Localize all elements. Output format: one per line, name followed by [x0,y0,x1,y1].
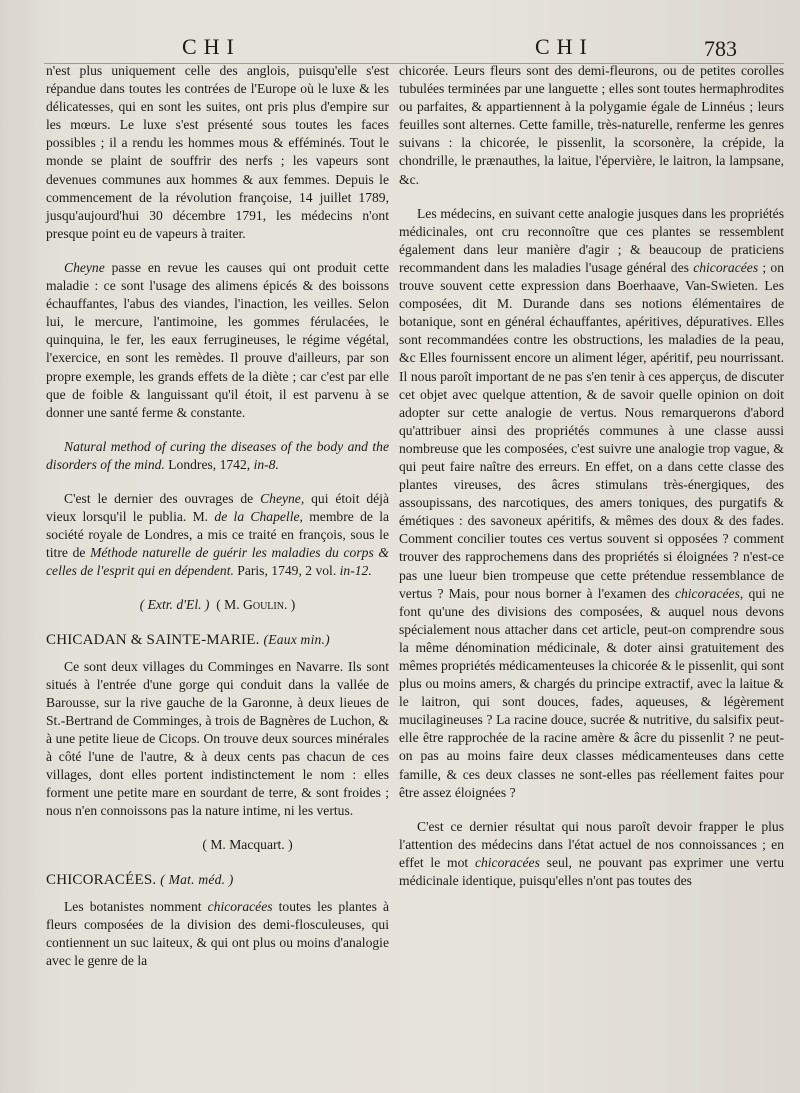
entry-title-chicoracees: CHICORACÉES. ( Mat. méd. ) [46,871,234,888]
book-title: Natural method of curing the diseases of the body and the disorders of the mind. [46,438,389,472]
paragraph-resultat: C'est ce dernier résultat qui nous paroît devoir frapper le plus l'attention des médecins dans l'état actuel de nos connoissances ; en effet le mot chicoracées seul, ne pouvant pas exprimer une vertu médicinale identique, puisqu'elles n'ont pas toutes des [399,818,784,889]
citation-natural-method: Natural method of curing the diseases of the body and the disorders of the mind. Londres, 1742, in-8. [46,438,389,472]
signature-goulin: ( Extr. d'El. ) ( M. Goulin. ) [139,597,296,613]
running-head-right: CHI [535,34,594,59]
entry-title-chicadan: CHICADAN & SAINTE-MARIE. (Eaux min.) [46,631,330,648]
paragraph-vapeurs: n'est plus uniquement celle des anglois, puisqu'elle s'est répandue dans toutes les contrées de l'Europe où le luxe & les délicatesses, qui en sont les suites, ont pris plus d'empire sur les mœurs. Le luxe s'est présenté sous toutes les faces possibles ; il a rendu les hommes mous & efféminés. Tout le monde se plaint de souffrir des nerfs ; les vapeurs sont devenues communes aux hommes & aux femmes. Depuis le commencement de la révolution françoise, 14 juillet 1789, jusqu'aujourd'hui 30 décembre 1791, les médecins n'ont presque point eu de vapeurs à traiter. [46,63,389,241]
paragraph-medecins: Les médecins, en suivant cette analogie jusques dans les propriétés médicinales, ont cru reconnoître que ces plantes se ressemblent également dans leur manière d'agir ; & beaucoup de praticiens recommandent dans les maladies l'usage général des chicoracées ; on trouve souvent cette expression dans Boerhaave, Van-Swieten. Les composées, dit M. Durande dans ses notions élémentaires de botanique, sont en général échauffantes, apéritives, dépuratives. Elles sont recommandées contre les obstructions, les maladies de la peau, &c Elles fournissent encore un aliment léger, apéritif, peu nourrissant. Il nous paroît important de ne pas s'en tenir à ces apperçus, de discuter cet objet avec quelque attention, & de savoir quelle opinion on doit adopter sur cette analogie de vertus. Nous remarquerons d'abord qu'attribuer ainsi des propriétés communes à une classe aussi nombreuse que les composées, c'est suivre une analogie trop vague, & qui peut faire naître des erreurs. En effet, on a dans cette classe des plantes vireuses, des âcres stimulans très-énergiques, des assoupissans, des narcotiques, des amers toniques, des purgatifs & émétiques : des savoneux apéritifs, & mêmes des doux & des fades. Comment concilier toutes ces vertus souvent si opposées ? comment trouver des rapprochemens dans des propriétés si éloignées ? n'est-ce pas une lueur bien trompeuse que cette prétendue ressemblance de vertus ? Mais, pour nous borner à l'examen des chicoracées, qui ne font qu'une des divisions des composées, & auquel nous devons spécialement nous attacher dans cet article, peut-on comprendre sous la même dénomination médicinale, & doter ainsi gratuitement des mêmes propriétés médicamenteuses la chicorée & le pissenlit, qui sont plus ou moins amers, & chargés du principe extractif, avec la laitue & le laitron, qui sont douces, fades, aqueuses, & légèrement mucilagineuses ? La racine douce, sucrée & nutritive, du salsifix peut-elle être rapprochée de la racine amère & âcre du pissenlit ? ne peut-on pas au moins faire deux classes médicamenteuses dans cette famille, & ces deux classes ne sont-elles pas réellement faites pour être assez éloignées ? [399,205,784,800]
running-head-left: CHI [182,34,241,59]
entry-body-chicoracees: Les botanistes nomment chicoracées toutes les plantes à fleurs composées de la division des demi-flosculeuses, qui contiennent un suc laiteux, & qui ont plus ou moins d'analogie avec le genre de la [46,898,389,968]
author-name: Cheyne [64,259,105,275]
right-column [399,62,784,890]
paragraph-chicoree: chicorée. Leurs fleurs sont des demi-fleurons, ou de petites corolles tubulées terminées par une languette ; elles sont toutes hermaphrodites ou parfaites, & appartiennent à la polygamie égale de Linnéus ; leurs feuilles sont alternes. Cette famille, très-naturelle, renferme les genres suivans : la chicorée, le pissenlit, la scorsonère, la crépide, la chondrille, le prænauthes, la laitue, l'épervière, le laitron, la lampsane, &c. [399,63,784,187]
left-column [46,62,389,970]
entry-body-chicadan: Ce sont deux villages du Comminges en Navarre. Ils sont situés à l'entrée d'une gorge qui conduit dans la vallée de Barousse, sur la rive gauche de la Garonne, à deux lieues de St.-Bertrand de Comminges, à trois de Bagnères de Luchon, & à une petite lieue de Cicops. On trouve deux sources minérales à côté l'une de l'autre, & à deux cents pas chacun de ces villages, dont elles portent indistinctement le nom : elles forment une petite mare en sourdant de terre, & sont froides ; nous n'en connoissons pas la nature intime, ni les vertus. [46,658,389,819]
paragraph-translation: C'est le dernier des ouvrages de Cheyne, qui étoit déjà vieux lorsqu'il le publia. M. de la Chapelle, membre de la société royale de Londres, a mis ce traité en françois, sous le titre de Méthode naturelle de guérir les maladies du corps & celles de l'esprit qui en dépendent. Paris, 1749, 2 vol. in-12. [46,490,390,579]
signature-macquart: ( M. Macquart. ) [202,837,293,853]
page-number: 783 [704,36,737,61]
paragraph-cheyne: Cheyne passe en revue les causes qui ont produit cette maladie : ce sont l'usage des alimens épicés & des boissons échauffantes, l'abus des viandes, l'inaction, les veilles. Selon lui, le mercure, l'antimoine, les gommes férulacées, le quinquina, le fer, les eaux ferrugineuses, le régime végétal, l'exercice, en sont les remèdes. Il prouve d'ailleurs, par son propre exemple, les grands effets de la diète ; car c'est par elle que de foible & languissant qu'il étoit, il est parvenu à se donner une santé ferme & constante. [46,259,389,420]
